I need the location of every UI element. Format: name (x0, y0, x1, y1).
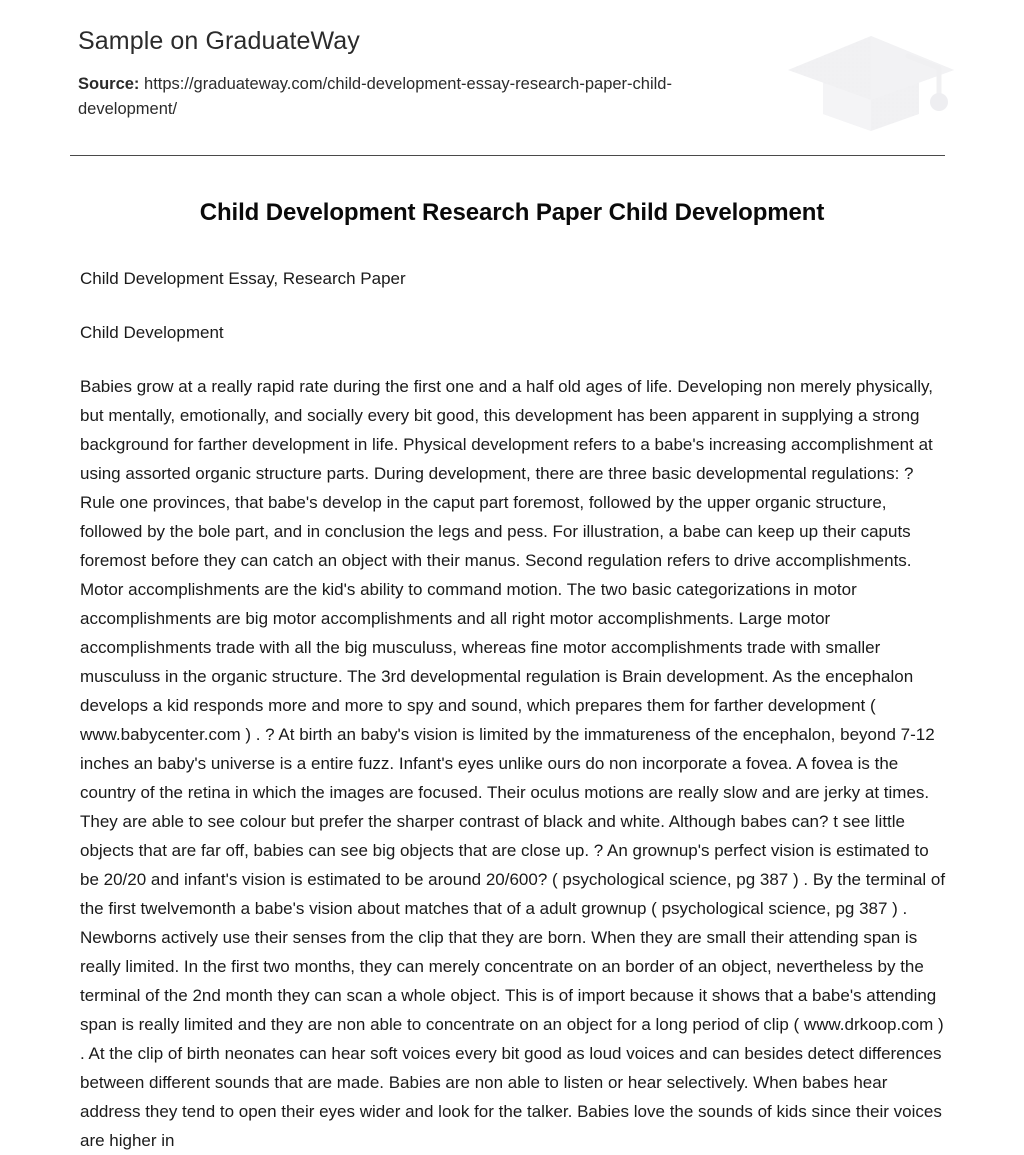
body-paragraph-heading: Child Development (80, 323, 224, 342)
header-divider (70, 155, 945, 156)
site-title: Sample on GraduateWay (78, 27, 360, 55)
document-body (80, 264, 946, 1155)
source-label: Source: (78, 75, 140, 93)
page-title: Child Development Research Paper Child Development (199, 199, 825, 226)
body-paragraph-subtitle: Child Development Essay, Research Paper (80, 269, 406, 288)
source-line (78, 72, 678, 122)
body-paragraph-main: Babies grow at a really rapid rate during the first one and a half old ages of life. Developing non merely physically, but mentally, emotionally, and socially every bit good, this development has been apparent in supplying a strong background for farther development in life. Physical development refers to a babe's increasing accomplishment at using assorted organic structure parts. During development, there are three basic developmental regulations: ? Rule one provinces, that babe's develop in the caput part foremost, followed by the upper organic structure, followed by the bole part, and in conclusion the legs and pess. For illustration, a babe can keep up their caputs foremost before they can catch an object with their manus. Second regulation refers to drive accomplishments. Motor accomplishments are the kid's ability to command motion. The two basic categorizations in motor accomplishments are big motor accomplishments and all right motor accomplishments. Large motor accomplishments trade with all the big musculuss, whereas fine motor accomplishments trade with smaller musculuss in the organic structure. The 3rd developmental regulation is Brain development. As the encephalon develops a kid responds more and more to spy and sound, which prepares them for farther development ( www.babycenter.com ) . ? At birth an baby's vision is limited by the immatureness of the encephalon, beyond 7-12 inches an baby's universe is a entire fuzz. Infant's eyes unlike ours do non incorporate a fovea. A fovea is the country of the retina in which the images are focused. Their oculus motions are really slow and are jerky at times. They are able to see colour but prefer the sharper contrast of black and white. Although babes can? t see little objects that are far off, babies can see big objects that are close up. ? An grownup's perfect vision is estimated to be 20/20 and infant's vision is estimated to be around 20/600? ( psychological science, pg 387 ) . By the terminal of the first twelvemonth a babe's vision about matches that of a adult grownup ( psychological science, pg 387 ) . Newborns actively use their senses from the clip that they are born. When they are small their attending span is really limited. In the first two months, they can merely concentrate on an border of an object, nevertheless by the terminal of the 2nd month they can scan a whole object. This is of import because it shows that a babe's attending span is really limited and they are non able to concentrate on an object for a long period of clip ( www.drkoop.com ) . At the clip of birth neonates can hear soft voices every bit good as loud voices and can besides detect differences between different sounds that are made. Babies are non able to listen or hear selectively. When babes hear address they tend to open their eyes wider and look for the talker. Babies love the sounds of kids since their voices are higher in (80, 377, 946, 1150)
page-header (0, 0, 1024, 122)
source-url: https://graduateway.com/child-development-essay-research-paper-child-development/ (78, 75, 672, 118)
